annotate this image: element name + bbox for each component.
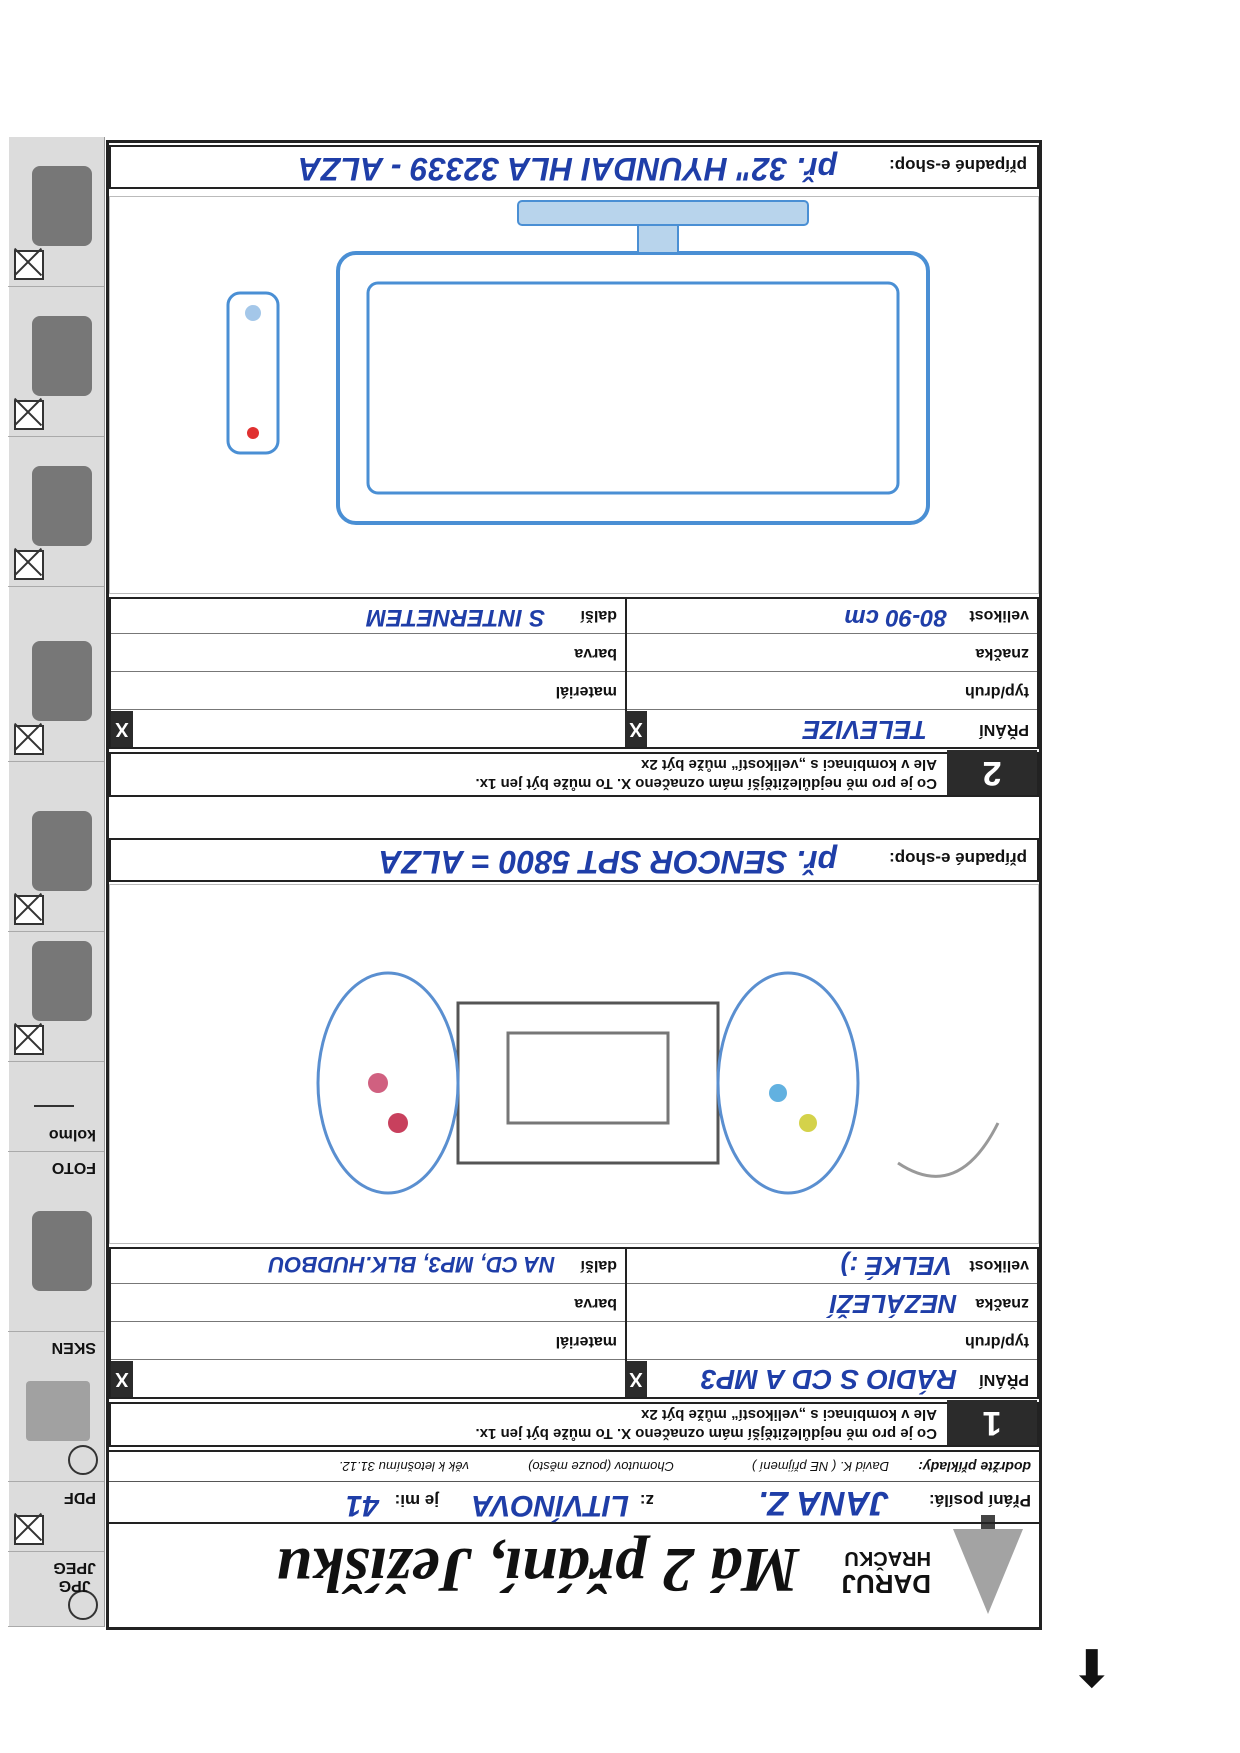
- wish-2-prani-label: PŘÁNÍ: [979, 721, 1029, 738]
- wish-2-question-line2: Ale v kombinaci s „velikostí“ může být 2x: [641, 756, 937, 773]
- wish-2-znacka-row: [627, 633, 1037, 671]
- wish-2-x-mark-b[interactable]: X: [111, 711, 133, 747]
- sender-row: [109, 1480, 1039, 1524]
- wish-1-prani-row: [627, 1359, 1037, 1397]
- sidebar-photo-example-5: [8, 287, 104, 437]
- wish-1-prani-label: PŘÁNÍ: [979, 1371, 1029, 1388]
- x-box-icon: [14, 550, 44, 580]
- hint-age: věk k letošnímu 31.12.: [338, 1459, 469, 1474]
- format-sidebar: [9, 137, 105, 1627]
- brand-line2: HRAČKU: [844, 1547, 931, 1569]
- x-box-icon: [14, 400, 44, 430]
- check-circle-icon: [68, 1445, 98, 1475]
- wish-2-znacka-label: značka: [975, 645, 1029, 662]
- x-box-icon: [14, 1515, 44, 1545]
- wish-2-dalsi-label: další: [580, 607, 617, 624]
- wish-1-x-mark-a[interactable]: X: [625, 1361, 647, 1397]
- wish-1-grid: [109, 1247, 1039, 1399]
- wish-1-barva-row: [111, 1283, 625, 1321]
- wish-2-number: 2: [947, 750, 1037, 795]
- wish-1-dalsi-value: NA CD, MP3, BLK.HUDBOU: [268, 1252, 555, 1277]
- hint-name: David K. ( NE příjmení ): [751, 1459, 889, 1474]
- wish-1-material-row: [111, 1321, 625, 1359]
- hint-row: [109, 1451, 1039, 1482]
- wish-1-dalsi-row: [111, 1245, 625, 1283]
- wish-1-header: [109, 1402, 1039, 1447]
- wish-1-znacka-value: NEZÁLEŽÍ: [829, 1289, 957, 1319]
- age-value: 41: [345, 1489, 379, 1522]
- wish-2-dalsi-row: [111, 595, 625, 633]
- wish-2-typ-label: typ/druh: [965, 683, 1029, 700]
- wish-2-material-row: [111, 671, 625, 709]
- hand-phone-icon: [32, 1211, 92, 1291]
- wish-1-blank-row: [111, 1359, 625, 1397]
- scanner-icon: [26, 1381, 90, 1441]
- wish-1-eshop-value: př. SENCOR SPT 5800 = ALZA: [378, 844, 837, 880]
- wish-1-question-line1: Co je pro mě nejdůležitější mám označeno X. To může být jen 1x.: [475, 1425, 937, 1442]
- wish-1-velikost-label: velikost: [969, 1257, 1029, 1274]
- down-arrow-icon: ⬇: [1070, 1641, 1114, 1699]
- wish-2-barva-row: [111, 633, 625, 671]
- wish-1-velikost-value: VELKÉ :): [840, 1251, 952, 1281]
- sidebar-photo-example-3: [8, 587, 104, 762]
- sidebar-photo-example-1: [8, 932, 104, 1062]
- x-box-icon: [14, 725, 44, 755]
- x-box-icon: [14, 895, 44, 925]
- sidebar-item-scan-label: SKEN: [51, 1339, 96, 1356]
- x-box-icon: [14, 250, 44, 280]
- wish-2-eshop-value: př. 32" HYUNDAI HLA 32339 - ALZA: [297, 151, 837, 187]
- from-label: z:: [639, 1491, 654, 1510]
- wish-1-znacka-row: [627, 1283, 1037, 1321]
- age-label: je mi:: [394, 1491, 439, 1510]
- wish-1-prani-value: RÁDIO S CD A MP3: [700, 1364, 957, 1395]
- christmas-tree-logo: [943, 1509, 1033, 1619]
- radio-drawing: [110, 885, 1038, 1243]
- wish-2-dalsi-value: S INTERNETEM: [366, 604, 545, 631]
- perpendicular-icon: [34, 1105, 74, 1107]
- sender-value: JANA Z.: [758, 1484, 889, 1522]
- wish-form: [48, 140, 1042, 1630]
- sidebar-photo-example-2: [8, 762, 104, 932]
- wish-2-velikost-row: [627, 595, 1037, 633]
- wish-2-prani-value: TELEVIZE: [802, 715, 927, 745]
- hand-phone-icon: [32, 466, 92, 546]
- wish-1-velikost-row: [627, 1245, 1037, 1283]
- hand-phone-icon: [32, 316, 92, 396]
- wish-2-material-label: materiál: [555, 683, 617, 700]
- hand-phone-icon: [32, 166, 92, 246]
- wish-2-header: [109, 752, 1039, 797]
- wish-1-x-mark-b[interactable]: X: [111, 1361, 133, 1397]
- sidebar-item-scan[interactable]: [8, 1332, 104, 1482]
- hand-phone-icon: [32, 941, 92, 1021]
- wish-2-eshop-label: případné e-shop:: [889, 156, 1027, 175]
- wish-2-grid: [109, 597, 1039, 749]
- hand-phone-icon: [32, 811, 92, 891]
- wish-1-question: [476, 1405, 938, 1443]
- page-title: Má 2 přání, Ježíšku: [276, 1535, 799, 1606]
- form-header: [109, 1450, 1039, 1627]
- sidebar-item-pdf[interactable]: [8, 1482, 104, 1552]
- sidebar-item-jpg-label: JPG JPEG: [53, 1559, 96, 1594]
- sidebar-item-foto[interactable]: [8, 1152, 104, 1332]
- wish-1-barva-label: barva: [574, 1295, 617, 1312]
- wish-1-drawing: [109, 884, 1039, 1244]
- wish-2-eshop-row: [109, 145, 1039, 189]
- wish-2-question: [476, 755, 938, 793]
- wish-1-eshop-label: případné e-shop:: [889, 849, 1027, 868]
- sender-label: Přání posílá:: [928, 1491, 1031, 1510]
- wish-1-dalsi-label: další: [580, 1257, 617, 1274]
- brand-line1: DARUJ: [841, 1569, 931, 1599]
- from-value: LITVÍNOVA: [471, 1489, 629, 1522]
- sidebar-item-pdf-label: PDF: [64, 1489, 96, 1506]
- wish-2-blank-row: [111, 709, 625, 747]
- wish-2-barva-label: barva: [574, 645, 617, 662]
- sidebar-photo-example-4: [8, 437, 104, 587]
- hint-city: Chomutov (pouze město): [528, 1459, 674, 1474]
- wish-2-drawing: [109, 196, 1039, 594]
- wish-2-typ-row: [627, 671, 1037, 709]
- wish-1-eshop-row: [109, 838, 1039, 882]
- tv-drawing: [110, 197, 1038, 593]
- wish-2-velikost-value: 80-90 cm: [844, 604, 947, 631]
- sidebar-item-foto-label: FOTO: [51, 1159, 96, 1176]
- wish-1-typ-row: [627, 1321, 1037, 1359]
- wish-1-typ-label: typ/druh: [965, 1333, 1029, 1350]
- wish-2-prani-row: [627, 709, 1037, 747]
- sidebar-item-kolmo-label: kolmo: [48, 1126, 96, 1143]
- sidebar-photo-example-6: [8, 137, 104, 287]
- brand-logo: [841, 1545, 931, 1597]
- x-box-icon: [14, 1025, 44, 1055]
- check-circle-icon: [68, 1590, 98, 1620]
- hand-phone-icon: [32, 641, 92, 721]
- sidebar-item-kolmo[interactable]: [8, 1062, 104, 1152]
- sidebar-item-jpg[interactable]: [8, 1552, 104, 1627]
- wish-1-question-line2: Ale v kombinaci s „velikostí“ může být 2x: [641, 1406, 937, 1423]
- wish-1-znacka-label: značka: [975, 1295, 1029, 1312]
- hint-label: dodržte příklady:: [918, 1459, 1031, 1475]
- wish-1-material-label: materiál: [555, 1333, 617, 1350]
- wish-1-number: 1: [947, 1400, 1037, 1445]
- wish-2-question-line1: Co je pro mě nejdůležitější mám označeno X. To může být jen 1x.: [475, 775, 937, 792]
- wish-2-x-mark-a[interactable]: X: [625, 711, 647, 747]
- wish-2-velikost-label: velikost: [969, 607, 1029, 624]
